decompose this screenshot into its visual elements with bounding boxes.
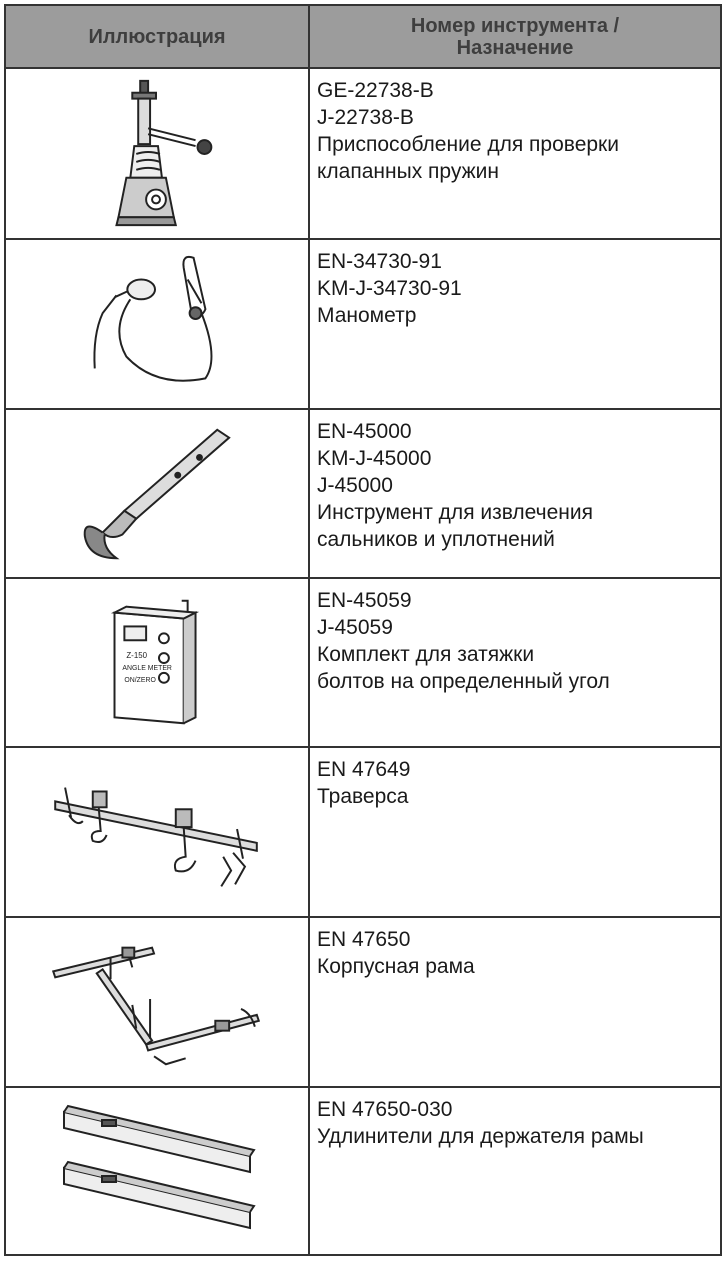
- table-header: [6, 6, 720, 69]
- tool-purpose: болтов на определенный угол: [317, 670, 610, 693]
- tool-purpose: клапанных пружин: [317, 160, 499, 183]
- table-row: [6, 69, 720, 240]
- tool-number: EN-45000: [317, 420, 412, 443]
- tool-description: [317, 77, 717, 185]
- header-tool-number-line1: Номер инструмента /: [410, 14, 620, 37]
- tool-description: [317, 1096, 717, 1150]
- header-tool-number: [310, 6, 720, 67]
- column-divider: [308, 6, 310, 1254]
- tool-number: J-22738-B: [317, 106, 414, 129]
- tool-number: J-45059: [317, 616, 393, 639]
- body-frame-icon: [6, 918, 308, 1086]
- tool-purpose: Приспособление для проверки: [317, 133, 619, 156]
- tool-purpose: Удлинители для держателя рамы: [317, 1125, 644, 1148]
- tool-purpose: Инструмент для извлечения: [317, 501, 593, 524]
- table-row: [6, 410, 720, 579]
- header-tool-number-line2: Назначение: [456, 36, 574, 59]
- tool-number: EN 47650-030: [317, 1098, 453, 1121]
- tool-purpose: Манометр: [317, 304, 417, 327]
- table-row: [6, 240, 720, 410]
- tool-number: EN-34730-91: [317, 250, 442, 273]
- tool-number: GE-22738-B: [317, 79, 434, 102]
- tool-description: [317, 248, 717, 329]
- seal-remover-icon: [6, 410, 308, 577]
- frame-extensions-icon: [6, 1088, 308, 1254]
- tool-number: KM-J-45000: [317, 447, 432, 470]
- valve-spring-tester-icon: [6, 69, 308, 238]
- tool-number: KM-J-34730-91: [317, 277, 462, 300]
- tool-description: [317, 926, 717, 980]
- tool-purpose: Корпусная рама: [317, 955, 475, 978]
- table-row: [6, 579, 720, 748]
- tool-purpose: Траверса: [317, 785, 409, 808]
- tool-number: EN-45059: [317, 589, 412, 612]
- tool-number: EN 47649: [317, 758, 411, 781]
- tool-purpose: Комплект для затяжки: [317, 643, 535, 666]
- table-row: [6, 1088, 720, 1254]
- header-illustration: Иллюстрация: [88, 25, 226, 48]
- device-label-1: Z-150: [126, 651, 147, 661]
- angle-meter-kit-icon: [6, 579, 308, 746]
- tool-description: [317, 756, 717, 810]
- tool-description: [317, 418, 717, 553]
- table-row: [6, 748, 720, 918]
- device-label-2: ANGLE METER: [122, 664, 172, 672]
- device-label-3: ON/ZERO: [124, 676, 156, 684]
- tool-purpose: сальников и уплотнений: [317, 528, 555, 551]
- tool-number: J-45000: [317, 474, 393, 497]
- tools-table: [4, 4, 722, 1256]
- tool-description: [317, 587, 717, 695]
- pressure-gauge-icon: [6, 240, 308, 408]
- lifting-beam-icon: [6, 748, 308, 916]
- tool-number: EN 47650: [317, 928, 411, 951]
- table-row: [6, 918, 720, 1088]
